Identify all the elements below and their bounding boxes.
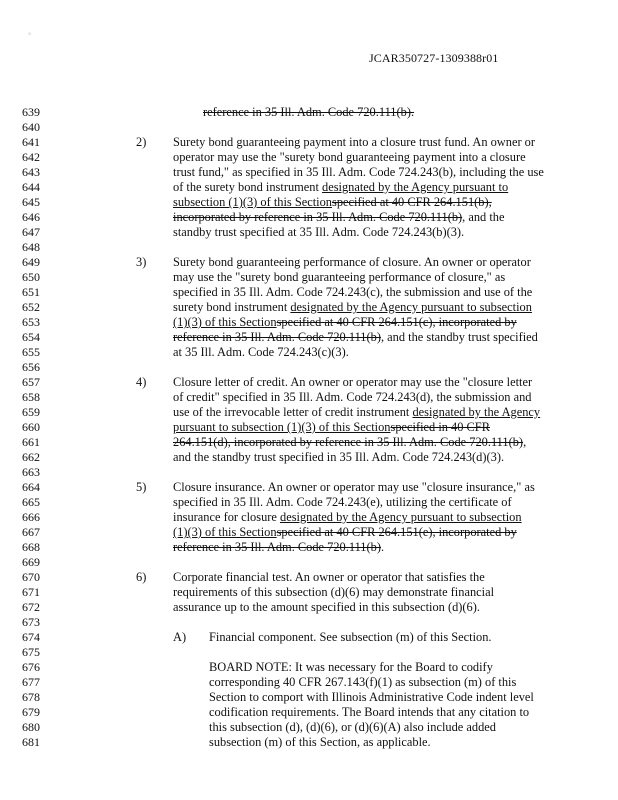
paragraph-line <box>173 195 492 210</box>
board-note-line: BOARD NOTE: It was necessary for the Board to codify <box>209 660 493 674</box>
paragraph-line: standby trust specified at 35 Ill. Adm. Code 724.243(b)(3). <box>173 225 465 239</box>
deleted-text: reference in 35 Ill. Adm. Code 720.111(b) <box>173 540 381 554</box>
line-number: 662 <box>22 450 40 464</box>
paragraph-line: and the standby trust specified in 35 Ill. Adm. Code 724.243(d)(3). <box>173 450 505 464</box>
strike-text: reference in 35 Ill. Adm. Code 720.111(b). <box>203 105 415 119</box>
deleted-text: reference in 35 Ill. Adm. Code 720.111(b) <box>173 330 381 344</box>
line-number: 649 <box>22 255 40 269</box>
paragraph-line <box>173 210 504 225</box>
item-label-2: 2) <box>136 135 147 149</box>
document-id: JCAR350727-1309388r01 <box>369 51 499 65</box>
line-number: 667 <box>22 525 40 539</box>
item-label-6: 6) <box>136 570 147 584</box>
line-number: 647 <box>22 225 40 239</box>
deleted-text: specified at 40 CFR 264.151(c), incorporated by <box>276 315 517 329</box>
line-number: 646 <box>22 210 40 224</box>
plain-text: , <box>523 435 527 449</box>
line-number: 676 <box>22 660 40 674</box>
line-number: 644 <box>22 180 40 194</box>
paragraph-line: Closure insurance. An owner or operator may use "closure insurance," as <box>173 480 535 494</box>
paragraph-line <box>173 435 526 450</box>
line-number: 642 <box>22 150 40 164</box>
line-number: 655 <box>22 345 40 359</box>
paragraph-line <box>173 300 532 315</box>
inserted-text: subsection (1)(3) of this Section <box>173 195 332 209</box>
plain-text: , and the <box>462 210 505 224</box>
line-number: 664 <box>22 480 40 494</box>
paragraph-line <box>173 180 508 195</box>
line-number: 639 <box>22 105 40 119</box>
line-number: 671 <box>22 585 40 599</box>
deleted-text: 264.151(d), incorporated by reference in 35 Ill. Adm. Code 720.111(b) <box>173 435 524 449</box>
inserted-text: pursuant to subsection (1)(3) of this Section <box>173 420 391 434</box>
paragraph-line: Financial component. See subsection (m) of this Section. <box>209 630 492 644</box>
line-number: 645 <box>22 195 40 209</box>
line-number: 663 <box>22 465 40 479</box>
plain-text: use of the irrevocable letter of credit instrument <box>173 405 413 419</box>
paragraph-line: operator may use the "surety bond guaranteeing payment into a closure <box>173 150 526 164</box>
line-number: 668 <box>22 540 40 554</box>
line-number: 661 <box>22 435 40 449</box>
line-number: 653 <box>22 315 40 329</box>
line-number: 656 <box>22 360 40 374</box>
paragraph-line <box>173 315 517 330</box>
line-number: 652 <box>22 300 40 314</box>
inserted-text: designated by the Agency <box>412 405 541 419</box>
paragraph-line: specified in 35 Ill. Adm. Code 724.243(e), utilizing the certificate of <box>173 495 512 509</box>
paragraph-line <box>173 510 522 525</box>
line-number: 641 <box>22 135 40 149</box>
line-number: 679 <box>22 705 40 719</box>
deleted-text: specified at 40 CFR 264.151(e), incorporated by <box>276 525 517 539</box>
board-note-line: codification requirements. The Board intends that any citation to <box>209 705 530 719</box>
paragraph-line: may use the "surety bond guaranteeing performance of closure," as <box>173 270 506 284</box>
line-number: 654 <box>22 330 40 344</box>
paragraph-line: Surety bond guaranteeing payment into a closure trust fund. An owner or <box>173 135 535 149</box>
inserted-text: (1)(3) of this Section <box>173 525 277 539</box>
line-number: 643 <box>22 165 40 179</box>
paragraph-line: Corporate financial test. An owner or operator that satisfies the <box>173 570 485 584</box>
plain-text: , and the standby trust specified <box>380 330 538 344</box>
paragraph-line <box>173 540 384 555</box>
line-number: 673 <box>22 615 40 629</box>
paragraph-line: Closure letter of credit. An owner or operator may use the "closure letter <box>173 375 533 389</box>
line-number: 657 <box>22 375 40 389</box>
paragraph-line: specified in 35 Ill. Adm. Code 724.243(c), the submission and use of the <box>173 285 533 299</box>
line-number: 651 <box>22 285 40 299</box>
item-label-4: 4) <box>136 375 147 389</box>
board-note-line: Section to comport with Illinois Administrative Code indent level <box>209 690 534 704</box>
item-label-a: A) <box>173 630 187 644</box>
line-number: 674 <box>22 630 40 644</box>
board-note-line: subsection (m) of this Section, as applicable. <box>209 735 431 749</box>
line-number: 675 <box>22 645 40 659</box>
plain-text: insurance for closure <box>173 510 280 524</box>
line-number: 658 <box>22 390 40 404</box>
line-number: 677 <box>22 675 40 689</box>
line-number: 659 <box>22 405 40 419</box>
line-number: 640 <box>22 120 40 134</box>
plain-text: surety bond instrument <box>173 300 291 314</box>
line-number: 672 <box>22 600 40 614</box>
paragraph-line: requirements of this subsection (d)(6) may demonstrate financial <box>173 585 495 599</box>
line-number: 680 <box>22 720 40 734</box>
paragraph-line: of credit" specified in 35 Ill. Adm. Code 724.243(d), the submission and <box>173 390 532 404</box>
line-number: 678 <box>22 690 40 704</box>
paragraph-line <box>173 420 490 435</box>
inserted-text: designated by the Agency pursuant to subsection <box>280 510 522 524</box>
line-number: 669 <box>22 555 40 569</box>
paragraph-line <box>173 405 540 420</box>
corner-mark: ° <box>28 31 32 40</box>
inserted-text: designated by the Agency pursuant to <box>322 180 509 194</box>
plain-text: . <box>380 540 385 554</box>
paragraph-line <box>173 525 517 540</box>
deleted-text: specified in 40 CFR <box>390 420 490 434</box>
line-number: 670 <box>22 570 40 584</box>
deleted-text: specified at 40 CFR 264.151(b), <box>332 195 492 209</box>
inserted-text: designated by the Agency pursuant to subsection <box>290 300 532 314</box>
paragraph-line: Surety bond guaranteeing performance of closure. An owner or operator <box>173 255 531 269</box>
item-label-5: 5) <box>136 480 147 494</box>
paragraph-line: at 35 Ill. Adm. Code 724.243(c)(3). <box>173 345 349 359</box>
line-number: 681 <box>22 735 40 749</box>
paragraph-line: assurance up to the amount specified in this subsection (d)(6). <box>173 600 480 614</box>
plain-text: of the surety bond instrument <box>173 180 323 194</box>
line-number: 648 <box>22 240 40 254</box>
paragraph-line: trust fund," as specified in 35 Ill. Adm. Code 724.243(b), including the use <box>173 165 544 179</box>
line-number: 660 <box>22 420 40 434</box>
inserted-text: (1)(3) of this Section <box>173 315 277 329</box>
line-number: 665 <box>22 495 40 509</box>
line-number: 666 <box>22 510 40 524</box>
board-note-line: corresponding 40 CFR 267.143(f)(1) as subsection (m) of this <box>209 675 517 689</box>
deleted-text: incorporated by reference in 35 Ill. Adm. Code 720.111(b) <box>173 210 463 224</box>
board-note-line: this subsection (d), (d)(6), or (d)(6)(A) also include added <box>209 720 496 734</box>
paragraph-line <box>173 330 538 345</box>
line-number: 650 <box>22 270 40 284</box>
item-label-3: 3) <box>136 255 147 269</box>
